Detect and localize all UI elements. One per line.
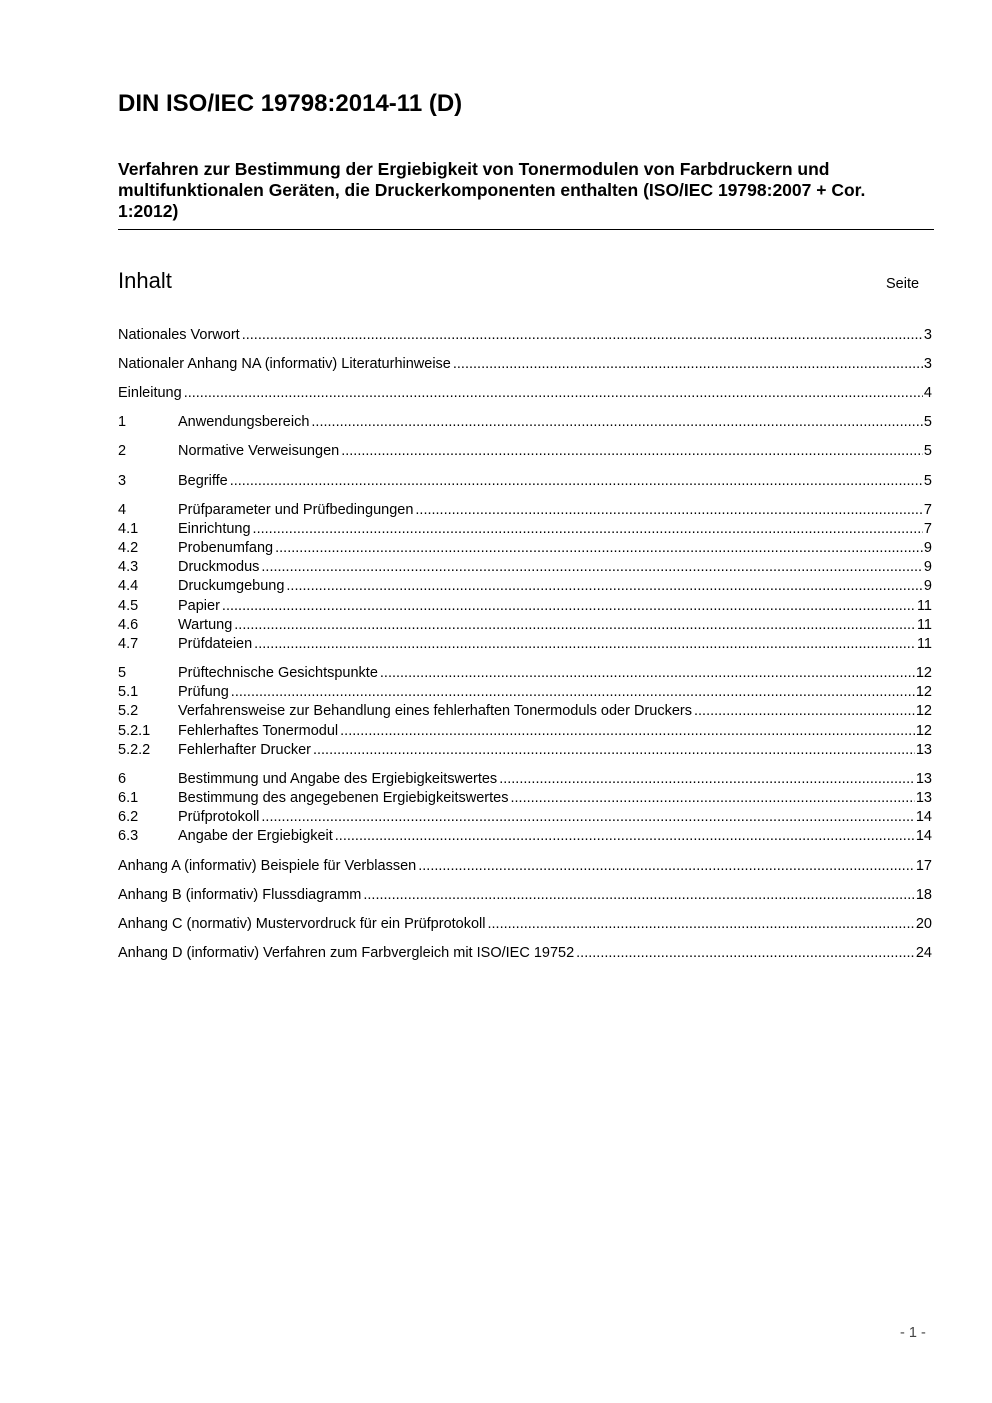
toc-entry-page: 4 [923,385,932,401]
toc-entry-page: 20 [915,916,932,932]
toc-entry[interactable] [118,518,932,537]
toc-entry-title: Prüftechnische Gesichtspunkte [178,665,378,681]
toc-entry-page: 11 [916,617,932,633]
toc-entry-page: 7 [923,502,932,518]
toc-leader-dots [510,790,914,806]
toc-entry-page: 9 [923,540,932,556]
toc-entry-title: Einleitung [118,385,182,401]
toc-entry-page: 17 [915,858,932,874]
toc-entry-title: Papier [178,598,220,614]
toc-entry-page: 3 [923,327,932,343]
toc-entry-title: Anhang A (informativ) Beispiele für Verblassen [118,858,417,874]
toc-entry-page: 13 [915,742,932,758]
toc-entry-page: 13 [915,790,932,806]
toc-entry-title: Begriffe [178,473,228,489]
toc-entry-title: Probenumfang [178,540,274,556]
toc-entry-title: Anhang C (normativ) Mustervordruck für ein Prüfprotokoll [118,916,486,932]
toc-entry[interactable] [118,942,932,961]
toc-entry-page: 11 [916,636,932,652]
toc-leader-dots [230,473,923,489]
toc-entry-number: 6 [118,771,127,787]
toc-leader-dots [261,809,914,825]
toc-entry[interactable] [118,470,932,489]
toc-leader-dots [418,858,915,874]
toc-entry-title: Fehlerhaftes Tonermodul [178,723,339,739]
toc-entry-page: 12 [915,703,932,719]
toc-entry[interactable] [118,739,932,758]
toc-entry-title: Verfahrensweise zur Behandlung eines fehlerhaften Tonermoduls oder Druckers [178,703,692,719]
toc-entry-number: 4 [118,502,127,518]
toc-entry-title: Wartung [178,617,233,633]
toc-entry-title: Druckmodus [178,559,260,575]
toc-entry-number: 2 [118,443,127,459]
toc-entry-page: 7 [923,521,932,537]
toc-leader-dots [254,636,916,652]
toc-entry-title: Prüfprotokoll [178,809,260,825]
toc-leader-dots [340,723,915,739]
toc-entry-title: Angabe der Ergiebigkeit [178,828,333,844]
toc-leader-dots [341,443,923,459]
toc-entry-number: 4.7 [118,636,139,652]
toc-leader-dots [184,385,923,401]
toc-entry-title: Prüfdateien [178,636,253,652]
toc-entry[interactable] [118,806,932,825]
toc-entry-page: 3 [923,356,932,372]
toc-entry-page: 12 [915,684,932,700]
toc-entry-number: 5.2.1 [118,723,151,739]
toc-entry[interactable] [118,720,932,739]
toc-entry[interactable] [118,382,932,401]
toc-entry-page: 5 [923,414,932,430]
toc-entry-title: Bestimmung des angegebenen Ergiebigkeitswertes [178,790,509,806]
toc-entry[interactable] [118,700,932,719]
toc-entry-title: Anhang D (informativ) Verfahren zum Farbvergleich mit ISO/IEC 19752 [118,945,575,961]
title-divider [118,229,934,230]
toc-entry-number: 4.5 [118,598,139,614]
toc-entry-number: 4.1 [118,521,139,537]
toc-entry[interactable] [118,537,932,556]
toc-entry[interactable] [118,556,932,575]
toc-entry-title: Druckumgebung [178,578,285,594]
toc-entry[interactable] [118,614,932,633]
toc-entry[interactable] [118,884,932,903]
toc-leader-dots [231,684,915,700]
toc-leader-dots [380,665,915,681]
toc-entry-number: 4.3 [118,559,139,575]
document-title: Verfahren zur Bestimmung der Ergiebigkeit von Tonermodulen von Farbdruckern und multifunktionalen Geräten, die Druckerkomponenten enthalten (ISO/IEC 19798:2007 + Cor. 1:2012) [118,159,866,221]
toc-leader-dots [576,945,915,961]
toc-entry[interactable] [118,913,932,932]
toc-leader-dots [242,327,923,343]
toc-entry-title: Prüfparameter und Prüfbedingungen [178,502,414,518]
document-id: DIN ISO/IEC 19798:2014-11 (D) [118,90,463,117]
toc-entry-number: 1 [118,414,127,430]
toc-entry-title: Anhang B (informativ) Flussdiagramm [118,887,362,903]
toc-entry-page: 11 [916,598,932,614]
toc-leader-dots [261,559,923,575]
toc-entry-number: 4.6 [118,617,139,633]
toc-entry-title: Normative Verweisungen [178,443,340,459]
toc-leader-dots [453,356,923,372]
toc-entry-number: 4.4 [118,578,139,594]
page-number: - 1 - [900,1325,926,1341]
toc-entry-page: 14 [915,809,932,825]
page-column-label: Seite [886,276,920,292]
toc-leader-dots [487,916,914,932]
toc-entry[interactable] [118,787,932,806]
toc-leader-dots [499,771,915,787]
toc-entry[interactable] [118,499,932,518]
toc-leader-dots [222,598,916,614]
toc-entry-page: 9 [923,578,932,594]
toc-leader-dots [275,540,923,556]
toc-entry-page: 9 [923,559,932,575]
toc-entry[interactable] [118,353,932,372]
toc-entry-number: 6.3 [118,828,139,844]
toc-entry-page: 13 [915,771,932,787]
toc-entry-page: 12 [915,665,932,681]
toc-entry-number: 3 [118,473,127,489]
toc-entry-page: 14 [915,828,932,844]
toc-entry[interactable] [118,324,932,343]
toc-leader-dots [313,742,915,758]
toc-entry-number: 5.1 [118,684,139,700]
toc-entry[interactable] [118,440,932,459]
toc-heading: Inhalt [118,268,172,293]
toc-entry-title: Bestimmung und Angabe des Ergiebigkeitswertes [178,771,498,787]
toc-leader-dots [335,828,915,844]
toc-entry[interactable] [118,633,932,652]
toc-entry-page: 24 [915,945,932,961]
toc-leader-dots [363,887,914,903]
toc-leader-dots [286,578,923,594]
toc-leader-dots [415,502,923,518]
toc-entry-title: Anwendungsbereich [178,414,310,430]
toc-entry-title: Nationales Vorwort [118,327,240,343]
toc-entry-page: 12 [915,723,932,739]
toc-entry-number: 4.2 [118,540,139,556]
toc-entry[interactable] [118,575,932,594]
toc-entry[interactable] [118,662,932,681]
toc-entry-title: Nationaler Anhang NA (informativ) Literaturhinweise [118,356,451,372]
toc-leader-dots [253,521,923,537]
toc-entry[interactable] [118,681,932,700]
toc-entry[interactable] [118,595,932,614]
toc-leader-dots [311,414,923,430]
toc-entry-number: 5.2.2 [118,742,151,758]
toc-entry-number: 5 [118,665,127,681]
toc-entry[interactable] [118,825,932,844]
toc-entry-title: Fehlerhafter Drucker [178,742,311,758]
toc-leader-dots [694,703,915,719]
toc-entry-page: 18 [915,887,932,903]
toc-entry[interactable] [118,855,932,874]
toc-entry-page: 5 [923,473,932,489]
toc-entry-page: 5 [923,443,932,459]
toc-entry[interactable] [118,768,932,787]
toc-leader-dots [234,617,916,633]
toc-entry-number: 5.2 [118,703,139,719]
toc-entry-title: Prüfung [178,684,229,700]
toc-entry-title: Einrichtung [178,521,251,537]
toc-entry-number: 6.2 [118,809,139,825]
toc-entry[interactable] [118,411,932,430]
toc-entry-number: 6.1 [118,790,139,806]
